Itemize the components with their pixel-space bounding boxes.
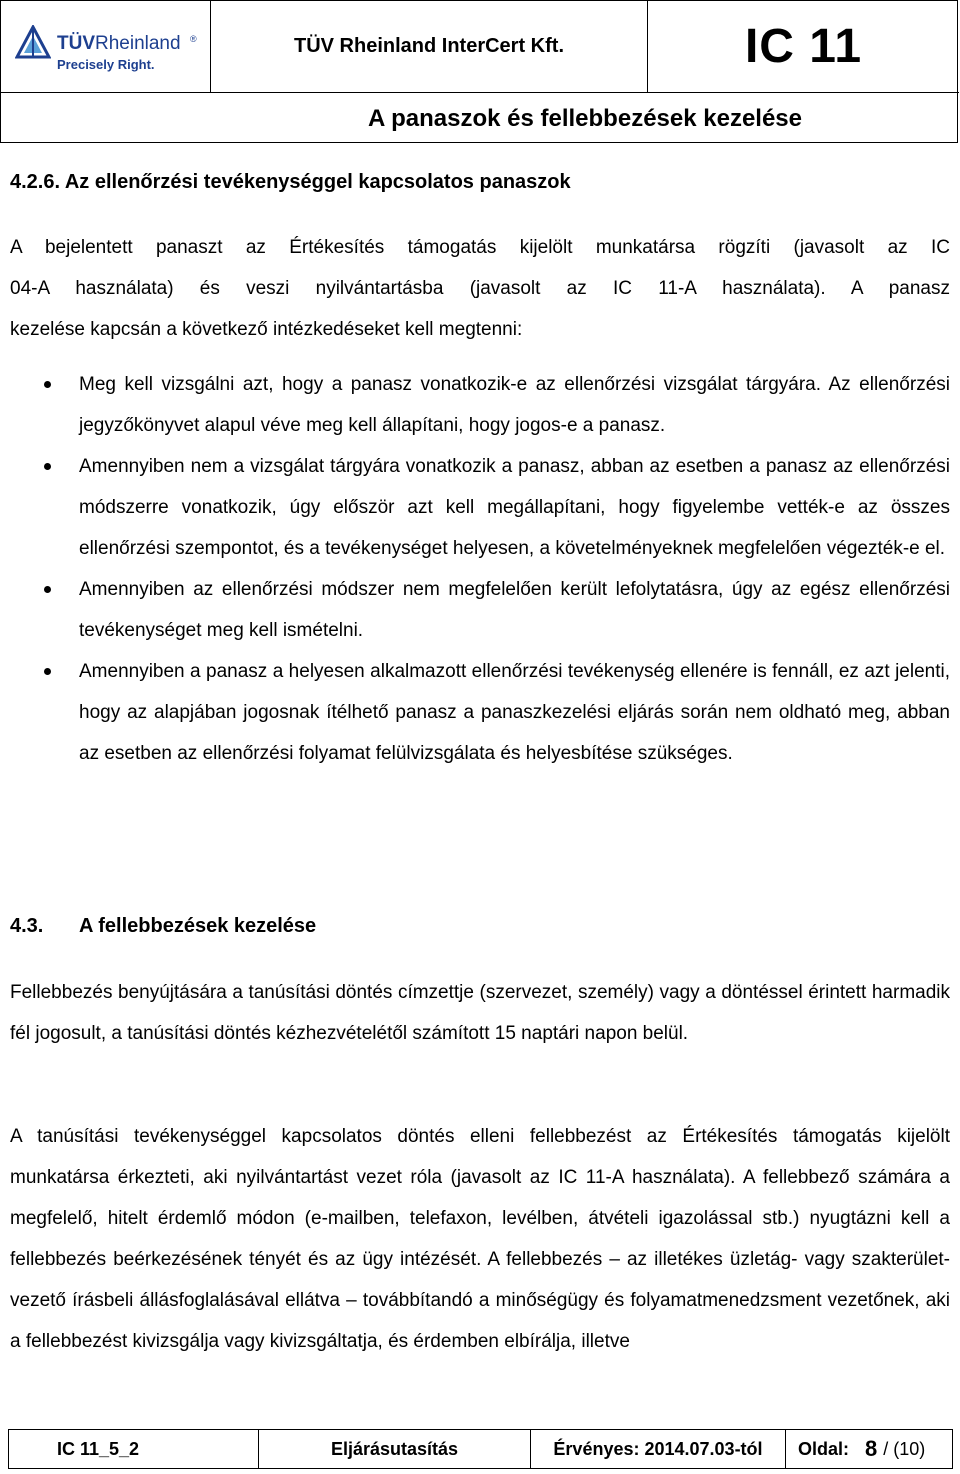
page-number: 8 <box>865 1436 878 1461</box>
page-label: Oldal: <box>798 1438 850 1459</box>
intro-line: A bejelentett panaszt az Értékesítés támogatás kijelölt munkatársa rögzíti (javasolt az IC <box>10 237 950 258</box>
footer-doc-id: IC 11_5_2 <box>9 1430 259 1468</box>
appeal-paragraph-2: A tanúsítási tevékenységgel kapcsolatos döntés elleni fellebbezést az Értékesítés támogatás kijelölt munkatársa érkezteti, aki nyilvántartást vezet róla (javasolt az IC 11-A használata). A fellebbező számára a megfelelő, hitelt érdemlő módon (e-mailben, telefaxon, levélben, átvételi igazolással stb.) nyugtázni kell a fellebbezés beérkezésének tényét és az ügy intézését. A fellebbezés – az illetékes üzletág- vagy szakterület-vezető írásbeli állásfoglalásával ellátva – továbbítandó a minőségügy és folyamatmenedzsment vezetőnek, aki a fellebbezést kivizsgálja vagy kivizsgáltatja, és érdemben elbírálja, illetve <box>10 1126 950 1352</box>
bullet-icon <box>44 668 51 675</box>
bullet-icon <box>44 463 51 470</box>
section-heading-4-3: A fellebbezések kezelése <box>79 915 317 937</box>
list-item: Amennyiben az ellenőrzési módszer nem megfelelően került lefolytatásra, úgy az egész ellenőrzési tevékenységet meg kell ismételni. <box>0 569 950 651</box>
list-item: Amennyiben nem a vizsgálat tárgyára vonatkozik a panasz, abban az esetben a panasz az ellenőrzési módszerre vonatkozik, úgy először azt kell megállapítani, hogy figyelembe vették-e az összes ellenőrzési szempontot, és a tevékenységet helyesen, a követelményeknek megfelelően végezték-e el. <box>0 446 950 569</box>
document-footer <box>8 1429 953 1469</box>
document-title: A panaszok és fellebbezések kezelése <box>367 104 802 132</box>
measures-list <box>0 364 960 774</box>
footer-validity: Érvényes: 2014.07.03-tól <box>531 1430 786 1468</box>
section-number-4-3: 4.3. <box>10 915 44 937</box>
document-header <box>0 0 958 143</box>
bullet-icon <box>44 381 51 388</box>
document-code: IC 11 <box>648 1 959 93</box>
list-item: Amennyiben a panasz a helyesen alkalmazott ellenőrzési tevékenység ellenére is fennáll, ez azt jelenti, hogy az alapjában jogosnak ítélhető panasz a panaszkezelési eljárás során nem oldható meg, abban az esetben az ellenőrzési folyamat felülvizsgálata és helyesbítése szükséges. <box>0 651 950 774</box>
intro-line: kezelése kapcsán a következő intézkedéseket kell megtenni: <box>10 319 523 340</box>
registered-mark: ® <box>190 34 197 44</box>
appeal-paragraph-1: Fellebbezés benyújtására a tanúsítási döntés címzettje (szervezet, személy) vagy a döntéssel érintett harmadik fél jogosult, a tanúsítási döntés kézhezvételétől számított 15 naptári napon belül. <box>10 982 950 1044</box>
tuv-triangle-logo-icon <box>15 25 51 59</box>
company-name: TÜV Rheinland InterCert Kft. <box>211 1 648 93</box>
footer-page <box>786 1430 951 1468</box>
bullet-icon <box>44 586 51 593</box>
footer-doc-type: Eljárásutasítás <box>259 1430 531 1468</box>
list-item: Meg kell vizsgálni azt, hogy a panasz vonatkozik-e az ellenőrzési vizsgálat tárgyára. Az ellenőrzési jegyzőkönyvet alapul véve meg kell állapítani, hogy jogos-e a panasz. <box>0 364 950 446</box>
section-heading-4-2-6: 4.2.6. Az ellenőrzési tevékenységgel kapcsolatos panaszok <box>10 171 571 193</box>
logo-claim: Precisely Right. <box>57 57 155 72</box>
intro-line: 04-A használata) és veszi nyilvántartásba (javasolt az IC 11-A használata). A panasz <box>10 278 950 299</box>
logo-cell <box>1 1 211 93</box>
section-intro <box>10 227 950 350</box>
logo-brand: TÜVRheinland <box>57 33 181 54</box>
page-total: / (10) <box>883 1438 926 1459</box>
